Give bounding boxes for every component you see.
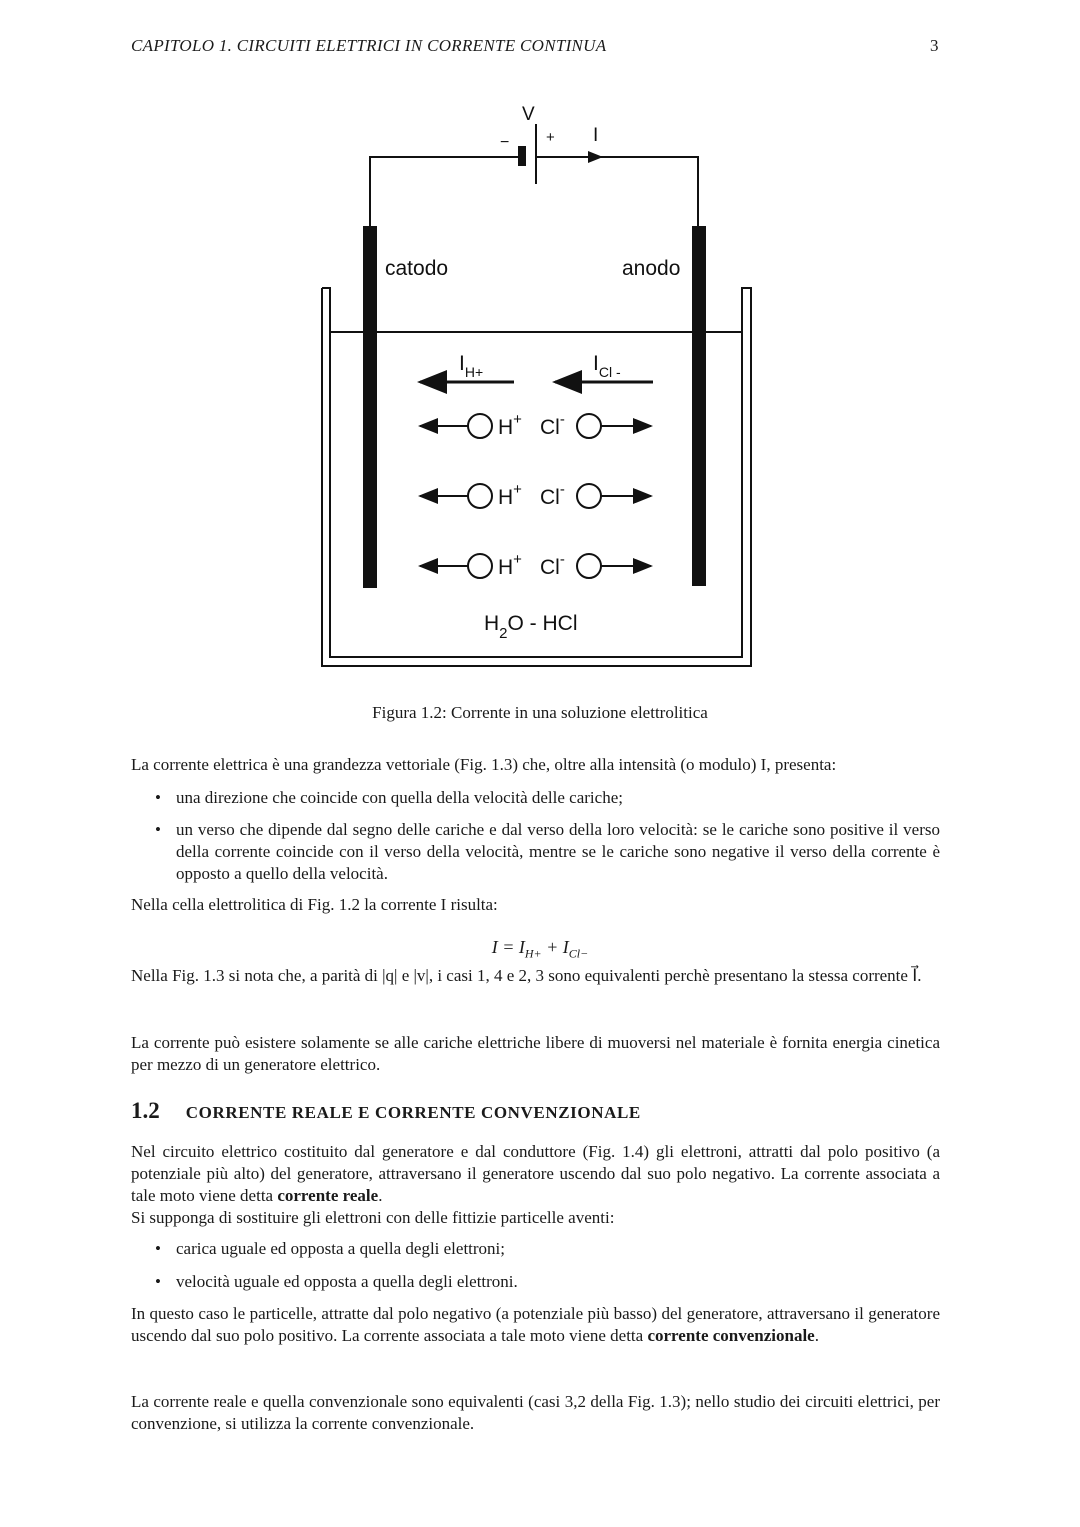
paragraph: La corrente elettrica è una grandezza vettoriale (Fig. 1.3) che, oltre alla intensità (o modulo) I, presenta:	[131, 755, 837, 774]
section-heading: 1.2 CORRENTE REALE E CORRENTE CONVENZIONALE	[131, 1098, 641, 1123]
equation: $I = I_{H+} + I_{Cl-}$	[491, 937, 589, 961]
current-label: I	[593, 125, 599, 146]
paragraph: In questo caso le particelle, attratte dal polo negativo (a potenziale più basso) del generatore, attraversano il generatore uscendo dal suo polo positivo. La corrente associata a tale moto viene detta corrente convenzionale.	[131, 1304, 940, 1345]
paragraph: La corrente può esistere solamente se alle cariche elettriche libere di muoversi nel materiale è fornita energia cinetica per mezzo di un generatore elettrico.	[131, 1033, 940, 1074]
h-ion-circle	[468, 414, 492, 438]
i-cl-label: $I_{Cl -}$	[593, 352, 621, 380]
i-h-label: $I_{H+}$	[459, 352, 484, 380]
h-ion-label: H+	[498, 481, 522, 509]
solution-label: $H_2O$ - HCl	[484, 612, 578, 642]
bullet-item: • carica uguale ed opposta a quella degli elettroni;	[155, 1239, 506, 1258]
paragraph: Nella cella elettrolitica di Fig. 1.2 la corrente I risulta:	[131, 895, 498, 914]
electrolysis-figure	[0, 0, 1080, 700]
h-ion-label: H+	[498, 551, 522, 579]
h-ion-circle	[468, 484, 492, 508]
voltage-label: V	[522, 104, 535, 125]
h-ion-label: H+	[498, 411, 522, 439]
h-ion-circle	[468, 554, 492, 578]
cl-ion-label: Cl-	[540, 481, 565, 509]
plus-label: +	[546, 129, 555, 146]
paragraph: Nella Fig. 1.3 si nota che, a parità di |q| e |v|, i casi 1, 4 e 2, 3 sono equivalenti perchè presentano la stessa corrente I⃗.	[131, 966, 922, 985]
current-arrow-icon	[588, 151, 603, 163]
minus-label: −	[500, 134, 510, 151]
ion-row	[420, 551, 651, 579]
cathode-label: catodo	[385, 257, 449, 280]
anode-label: anodo	[622, 257, 681, 280]
ion-row	[420, 481, 651, 509]
cl-ion-circle	[577, 554, 601, 578]
bullet-item: • velocità uguale ed opposta a quella degli elettroni.	[155, 1272, 518, 1291]
circuit-wires	[370, 157, 698, 228]
figure-caption: Figura 1.2: Corrente in una soluzione elettrolitica	[372, 703, 708, 722]
bullet-item: • un verso che dipende dal segno delle cariche e dal verso della loro velocità: se le cariche sono positive il verso della corrente coincide con il verso della velocità, mentre se le cariche sono negative il verso della corrente è opposto a quello della velocità.	[155, 820, 940, 883]
container	[322, 288, 751, 666]
cl-ion-circle	[577, 484, 601, 508]
paragraph: La corrente reale e quella convenzionale sono equivalenti (casi 3,2 della Fig. 1.3); nello studio dei circuiti elettrici, per convenzione, si utilizza la corrente convenzionale.	[131, 1392, 940, 1433]
cl-ion-label: Cl-	[540, 411, 565, 439]
running-header: CAPITOLO 1. CIRCUITI ELETTRICI IN CORRENTE CONTINUA	[131, 36, 607, 55]
battery-negative-plate	[518, 146, 526, 166]
ion-row	[420, 411, 651, 439]
page-number: 3	[930, 36, 939, 55]
cl-ion-circle	[577, 414, 601, 438]
anode-electrode	[692, 226, 706, 586]
cathode-electrode	[363, 226, 377, 588]
cl-ion-label: Cl-	[540, 551, 565, 579]
bullet-item: • una direzione che coincide con quella della velocità delle cariche;	[155, 788, 623, 807]
paragraph: Nel circuito elettrico costituito dal generatore e dal conduttore (Fig. 1.4) gli elettroni, attratti dal polo positivo (a potenziale più alto) del generatore, attraversano il generatore uscendo dal suo polo negativo. La corrente associata a tale moto viene detta corrente reale. Si supponga di sostituire gli elettroni con delle fittizie particelle aventi:	[131, 1142, 940, 1227]
